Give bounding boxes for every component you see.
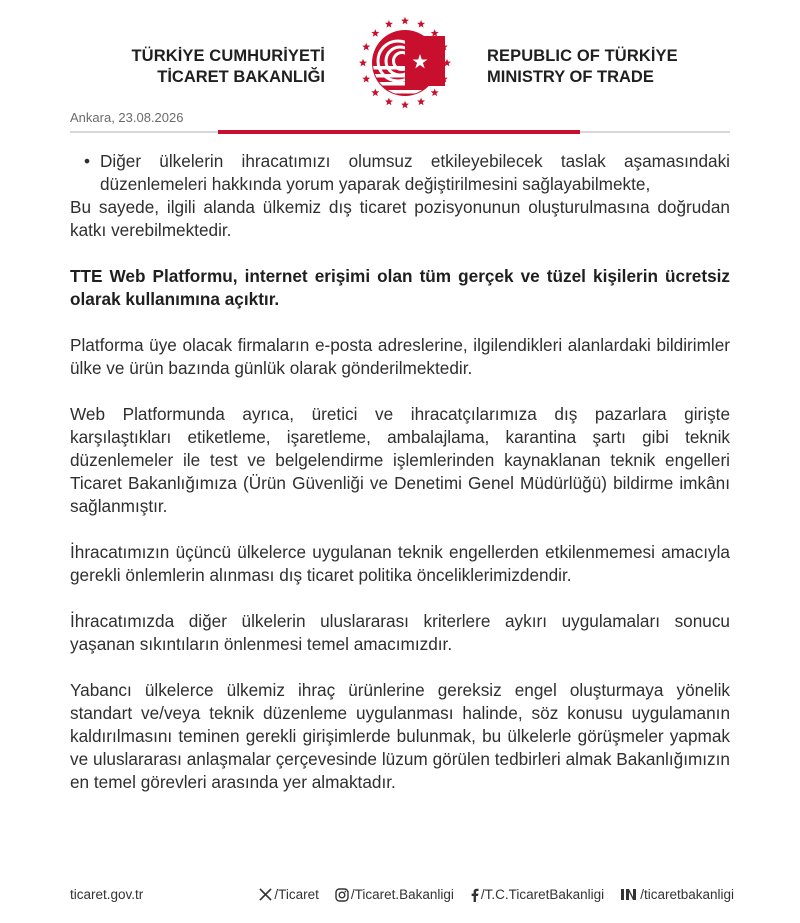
document-body: [70, 150, 730, 794]
facebook-link[interactable]: [470, 887, 604, 902]
x-handle: /Ticaret: [274, 887, 319, 902]
bullet-text: Diğer ülkelerin ihracatımızı olumsuz etkileyebilecek taslak aşamasındaki düzenlemeleri hakkında yorum yaparak değiştirilmesini sağlayabilmekte,: [100, 151, 730, 194]
bullet-dot: •: [84, 151, 91, 171]
seal-star: [417, 98, 425, 106]
bullet-item: [70, 150, 730, 196]
x-icon: [259, 888, 272, 901]
nsosyal-handle: /ticaretbakanligi: [640, 887, 734, 902]
seal-star: [371, 29, 379, 37]
seal-star: [385, 20, 393, 28]
header-left-line2: TİCARET BAKANLIĞI: [157, 68, 325, 86]
seal-star: [401, 17, 409, 25]
header-english-name: [487, 46, 727, 88]
paragraph-4: Web Platformunda ayrıca, üretici ve ihracatçılarımıza dış pazarlara girişte karşılaştıkları etiketleme, işaretleme, ambalajlama, karantina şartı gibi teknik düzenlemeler ile test ve belgelendirme işlemlerinden kaynaklanan teknik engelleri Ticaret Bakanlığımıza (Ürün Güvenliği ve Denetimi Genel Müdürlüğü) bildirme imkânı sağlanmıştır.: [70, 404, 730, 516]
facebook-handle: /T.C.TicaretBakanligi: [480, 887, 605, 902]
header-right-line2: MINISTRY OF TRADE: [487, 68, 654, 86]
instagram-handle: /Ticaret.Bakanligi: [350, 887, 454, 902]
seal-star: [431, 29, 439, 37]
social-links: [259, 887, 734, 902]
seal-star: [371, 89, 379, 97]
paragraph-7: Yabancı ülkelerce ülkemiz ihraç ürünlerine gereksiz engel oluşturmaya yönelik standart ve/veya teknik düzenleme uygulanması halinde, söz konusu uygulamanın kaldırılmasını teminen gerekli girişimlerde bulunmak, bu ülkelerle görüşmeler yapmak ve uluslararası anlaşmalar çerçevesinde lüzum görülen tedbirleri almak Bakanlığımızın en temel görevleri arasında yer almaktadır.: [70, 680, 730, 792]
header-right-line1: REPUBLIC OF TÜRKİYE: [487, 47, 678, 65]
website-link[interactable]: ticaret.gov.tr: [70, 887, 144, 902]
document-date: Ankara, 23.08.2026: [70, 110, 184, 125]
x-link[interactable]: [259, 887, 319, 902]
instagram-icon: [335, 888, 349, 902]
footer: [70, 887, 734, 907]
facebook-icon: [470, 888, 479, 902]
seal-star: [417, 20, 425, 28]
paragraph-6: İhracatımızda diğer ülkelerin uluslararası kriterlere aykırı uygulamaları sonucu yaşanan sıkıntıların önlenmesi temel amacımızdır.: [70, 611, 730, 654]
seal-star: [401, 101, 409, 109]
paragraph-2-bold: TTE Web Platformu, internet erişimi olan tüm gerçek ve tüzel kişilerin ücretsiz olarak kullanımına açıktır.: [70, 266, 730, 309]
header-divider-accent: [218, 130, 580, 134]
nsosyal-icon: [620, 888, 638, 901]
seal-star: [431, 89, 439, 97]
seal-star: [362, 43, 370, 51]
paragraph-1: Bu sayede, ilgili alanda ülkemiz dış ticaret pozisyonunun oluşturulmasına doğrudan katkı verebilmektedir.: [70, 197, 730, 240]
nsosyal-link[interactable]: [620, 887, 734, 902]
paragraph-3: Platforma üye olacak firmaların e-posta adreslerine, ilgilendikleri alanlardaki bildirimler ülke ve ürün bazında günlük olarak gönderilmektedir.: [70, 335, 730, 378]
header-left-line1: TÜRKİYE CUMHURİYETİ: [131, 47, 325, 65]
ministry-seal-logo: [356, 14, 454, 112]
seal-star: [359, 59, 367, 67]
header-turkish-name: [120, 46, 325, 88]
instagram-link[interactable]: [335, 887, 454, 902]
seal-star: [362, 75, 370, 83]
seal-star: [385, 98, 393, 106]
paragraph-5: İhracatımızın üçüncü ülkelerce uygulanan teknik engellerden etkilenmemesi amacıyla gerekli önlemlerin alınması dış ticaret politika önceliklerimizdendir.: [70, 542, 730, 585]
